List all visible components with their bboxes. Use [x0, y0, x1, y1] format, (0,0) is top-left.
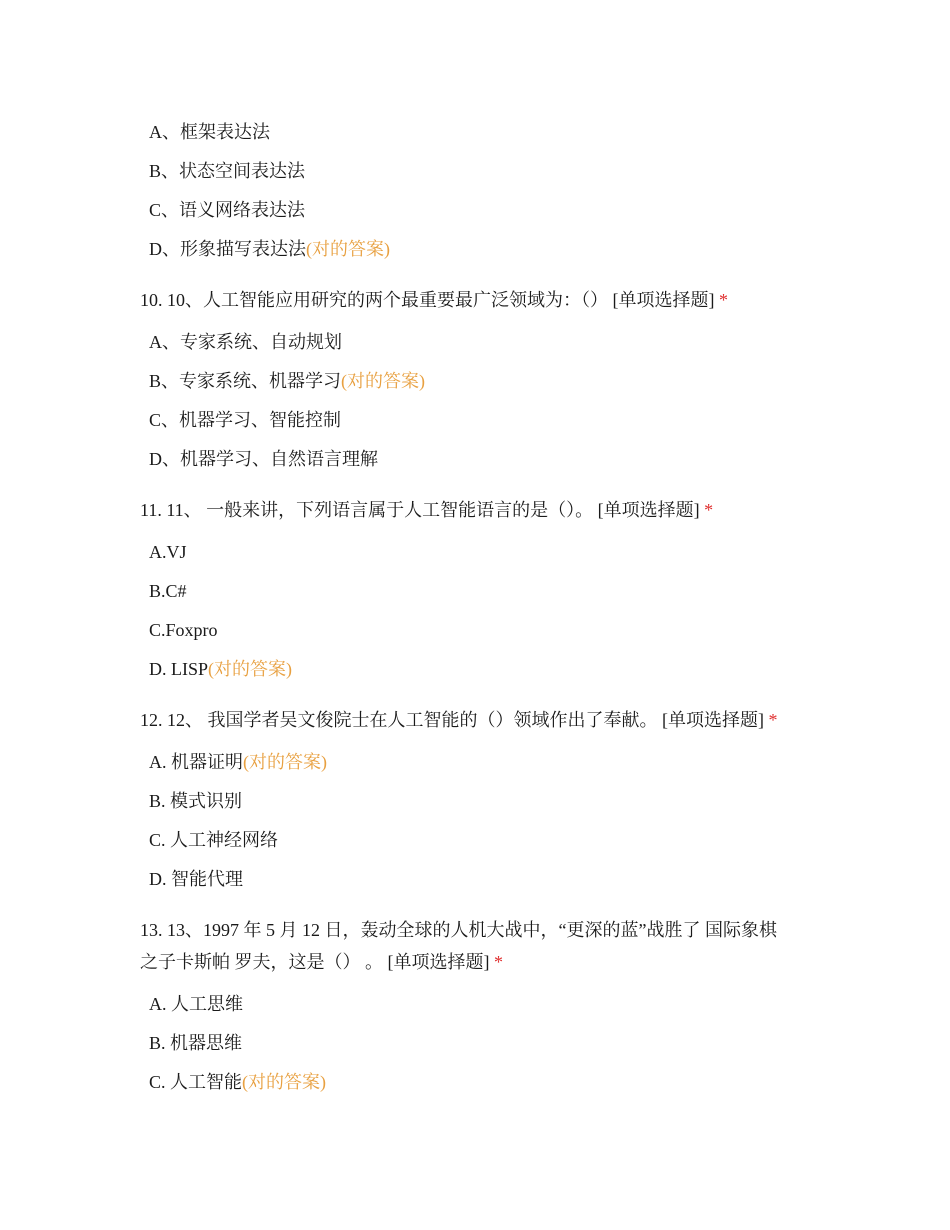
- required-marker: *: [494, 952, 503, 972]
- correct-answer-marker: (对的答案): [242, 1072, 327, 1092]
- correct-answer-marker: (对的答案): [306, 239, 390, 259]
- correct-answer-marker: (对的答案): [341, 371, 426, 391]
- list-item: [149, 120, 270, 144]
- list-item: [149, 992, 243, 1016]
- option-text: B、状态空间表达法: [149, 161, 306, 181]
- required-marker: *: [768, 710, 778, 730]
- question-13-title-continued: [140, 950, 503, 974]
- question-12-title: [140, 708, 778, 732]
- list-item: [149, 447, 378, 471]
- question-text: 10. 10、人工智能应用研究的两个最重要最广泛领域为：（） [单项选择题]: [140, 290, 715, 310]
- question-text: 11. 11、 一般来讲，下列语言属于人工智能语言的是（）。 [单项选择题]: [140, 500, 700, 520]
- question-10-title: [140, 288, 728, 312]
- option-text: C.Foxpro: [149, 620, 218, 640]
- list-item: [149, 540, 187, 564]
- list-item: [149, 579, 187, 603]
- option-text: C、语义网络表达法: [149, 200, 306, 220]
- option-text: D、形象描写表达法: [149, 239, 306, 259]
- list-item: [149, 657, 292, 681]
- option-text: C. 人工神经网络: [149, 830, 279, 850]
- option-text: C、机器学习、智能控制: [149, 410, 342, 430]
- option-text: A.VJ: [149, 542, 187, 562]
- list-item: [149, 867, 243, 891]
- required-marker: *: [719, 290, 728, 310]
- list-item: [149, 750, 327, 774]
- question-text: 12. 12、 我国学者吴文俊院士在人工智能的（）领域作出了奉献。 [单项选择题]: [140, 710, 764, 730]
- question-text: 之子卡斯帕 罗夫，这是（） 。 [单项选择题]: [140, 952, 490, 972]
- option-text: B、专家系统、机器学习: [149, 371, 342, 391]
- option-text: A. 人工思维: [149, 994, 243, 1014]
- list-item: [149, 1031, 242, 1055]
- required-marker: *: [704, 500, 714, 520]
- list-item: [149, 789, 242, 813]
- option-text: D、机器学习、自然语言理解: [149, 449, 378, 469]
- list-item: [149, 237, 390, 261]
- option-text: A. 机器证明: [149, 752, 243, 772]
- option-text: C. 人工智能: [149, 1072, 243, 1092]
- list-item: [149, 330, 342, 354]
- option-text: B.C#: [149, 581, 187, 601]
- list-item: [149, 159, 305, 183]
- list-item: [149, 828, 278, 852]
- option-text: A、框架表达法: [149, 122, 270, 142]
- list-item: [149, 618, 218, 642]
- option-text: B. 机器思维: [149, 1033, 243, 1053]
- list-item: [149, 1070, 326, 1094]
- list-item: [149, 198, 305, 222]
- correct-answer-marker: (对的答案): [208, 659, 293, 679]
- list-item: [149, 369, 425, 393]
- option-text: B. 模式识别: [149, 791, 243, 811]
- question-13-title: [140, 918, 777, 942]
- question-text: 13. 13、1997 年 5 月 12 日，轰动全球的人机大战中，“更深的蓝”战胜了 国际象棋: [140, 920, 777, 940]
- option-text: D. LISP: [149, 659, 209, 679]
- question-11-title: [140, 498, 713, 522]
- option-text: D. 智能代理: [149, 869, 243, 889]
- option-text: A、专家系统、自动规划: [149, 332, 342, 352]
- list-item: [149, 408, 341, 432]
- correct-answer-marker: (对的答案): [243, 752, 327, 772]
